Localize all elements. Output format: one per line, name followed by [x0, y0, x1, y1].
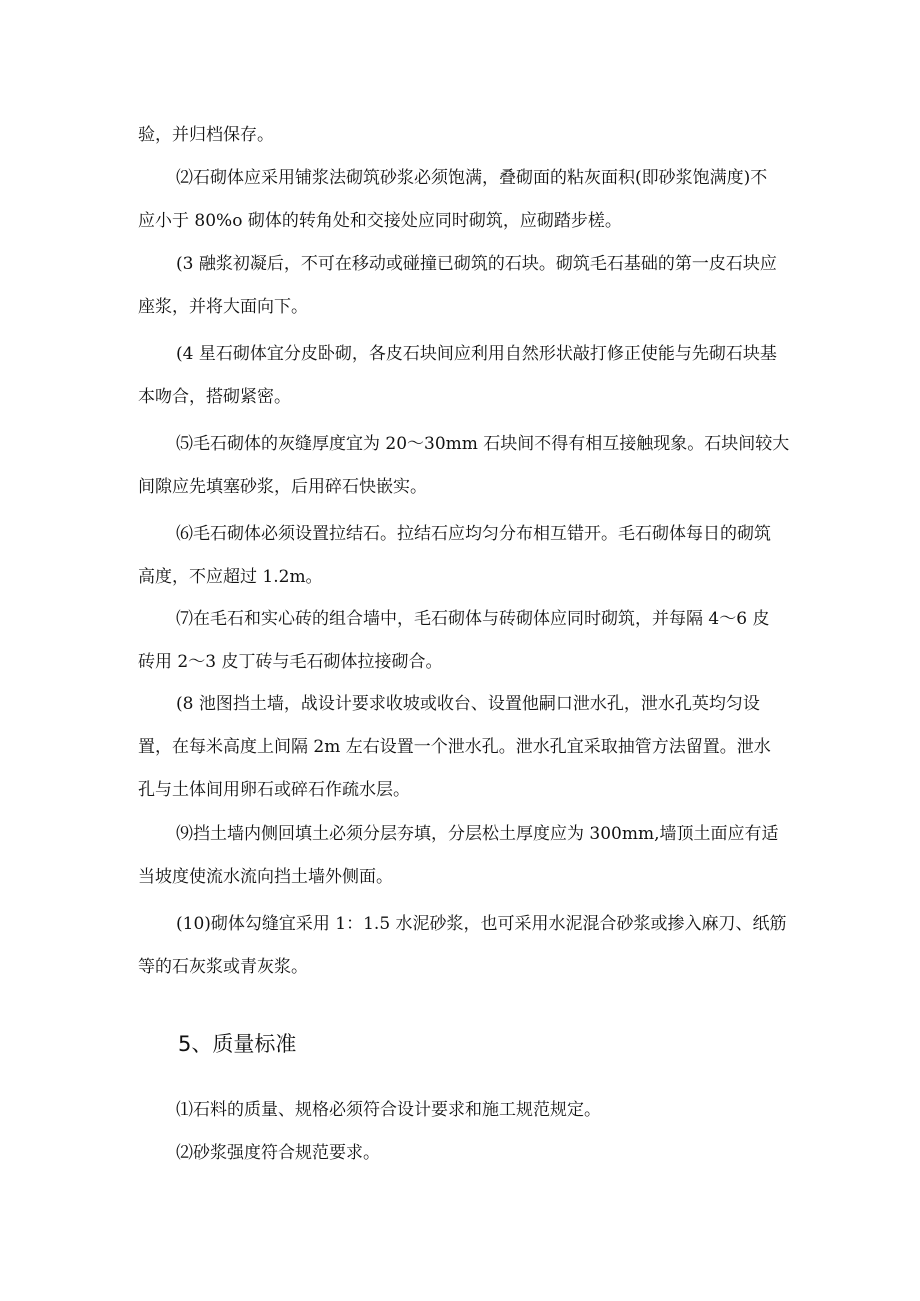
text-line: ⑵石砌体应采用铺浆法砌筑砂浆必须饱满，叠砌面的粘灰面积(即砂浆饱满度)不 — [176, 168, 768, 188]
paragraph-item-2 — [138, 157, 828, 243]
paragraph-item-6 — [138, 513, 828, 599]
paragraph-item-8 — [138, 683, 828, 812]
text-line: ⑸毛石砌体的灰缝厚度宜为 20〜30mm 石块间不得有相互接触现象。石块间较大 — [176, 434, 790, 454]
text-line: 砖用 2〜3 皮丁砖与毛石砌体拉接砌合。 — [138, 652, 443, 672]
text-line: 置，在每米高度上间隔 2m 左右设置一个泄水孔。泄水孔宜采取抽管方法留置。泄水 — [138, 737, 771, 757]
paragraph-item-3 — [138, 243, 828, 329]
text-line: (3 融浆初凝后，不可在移动或碰撞已砌筑的石块。砌筑毛石基础的第一皮石块应 — [176, 254, 777, 274]
paragraph-archive-end — [138, 114, 828, 157]
quality-item-2 — [138, 1132, 828, 1175]
text-line: ⑴石料的质量、规格必须符合设计要求和施工规范规定。 — [176, 1100, 601, 1120]
text-line: 应小于 80%o 砌体的转角处和交接处应同时砌筑，应砌踏步槎。 — [138, 211, 622, 231]
paragraph-item-10 — [138, 903, 828, 989]
paragraph-item-5 — [138, 423, 828, 509]
text-line: 高度，不应超过 1.2m。 — [138, 567, 323, 587]
text-line: (10)砌体勾缝宜采用 1：1.5 水泥砂浆，也可采用水泥混合砂浆或掺入麻刀、纸筋 — [176, 914, 787, 934]
text-line: 本吻合，搭砌紧密。 — [138, 387, 291, 407]
text-line: ⑹毛石砌体必须设置拉结石。拉结石应均匀分布相互错开。毛石砌体每日的砌筑 — [176, 524, 771, 544]
quality-item-1 — [138, 1089, 828, 1132]
text-line: (8 池图挡土墙，战设计要求收坡或收台、设置他嗣口泄水孔，泄水孔英均匀设 — [176, 694, 760, 714]
paragraph-item-9 — [138, 813, 828, 899]
text-line: ⑵砂浆强度符合规范要求。 — [176, 1143, 380, 1163]
paragraph-item-4 — [138, 333, 828, 419]
text-line: (4 星石砌体宜分皮卧砌，各皮石块间应利用自然形状敲打修正使能与先砌石块基 — [176, 344, 777, 364]
text-line: ⑼挡土墙内侧回填土必须分层夯填，分层松土厚度应为 300mm,墙顶土面应有适 — [176, 824, 779, 844]
paragraph-item-7 — [138, 598, 828, 684]
text-line: 间隙应先填塞砂浆，后用碎石快嵌实。 — [138, 477, 427, 497]
section-heading-quality-standard: 5、质量标准 — [178, 1032, 297, 1056]
text-line: ⑺在毛石和实心砖的组合墙中，毛石砌体与砖砌体应同时砌筑，并每隔 4〜6 皮 — [176, 609, 770, 629]
text-line: 等的石灰浆或青灰浆。 — [138, 957, 308, 977]
text-line: 当坡度使流水流向挡土墙外侧面。 — [138, 867, 393, 887]
text-line: 孔与土体间用卵石或碎石作疏水层。 — [138, 780, 410, 800]
text-line: 座浆，并将大面向下。 — [138, 297, 308, 317]
text-line: 验，并归档保存。 — [138, 125, 274, 145]
